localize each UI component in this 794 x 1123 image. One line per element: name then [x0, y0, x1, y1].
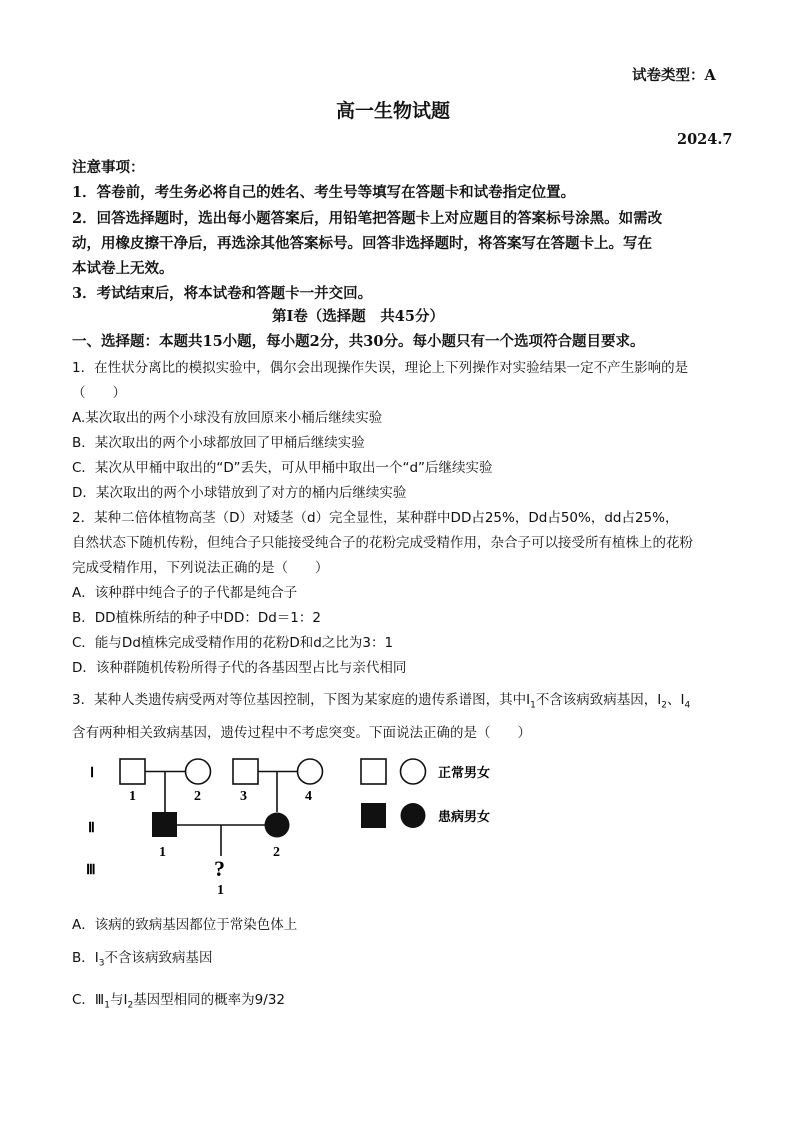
q2-stem-line-1: 2．某种二倍体植物高茎（D）对矮茎（d）完全显性，某种群中DD占25%，Dd占50%，dd占25%，: [72, 510, 679, 526]
notes-item-2-line-3: 本试卷上无效。: [72, 260, 174, 277]
q2-stem-line-2: 自然状态下随机传粉，但纯合子只能接受纯合子的花粉完成受精作用，杂合子可以接受所有植株上的花粉: [72, 535, 693, 551]
legend-affected-female-icon: [401, 803, 426, 828]
pedigree-i2-normal-female: [186, 759, 211, 784]
part-title: 第Ⅰ卷（选择题 共45分）: [272, 308, 444, 325]
pedigree-i3-number: 3: [240, 789, 247, 804]
q3-stem-sub-3: 4: [684, 700, 691, 711]
pedigree-i1-normal-male: [120, 759, 145, 784]
q3-stem-line-2: 含有两种相关致病基因，遗传过程中不考虑突变。下面说法正确的是（ ）: [72, 725, 531, 741]
q2-option-d: D．该种群随机传粉所得子代的各基因型占比与亲代相同: [72, 660, 407, 676]
section-heading: 一、选择题：本题共15小题，每小题2分，共30分。每小题只有一个选项符合题目要求。: [72, 333, 645, 350]
notes-item-1: 1．答卷前，考生务必将自己的姓名、考生号等填写在答题卡和试卷指定位置。: [72, 184, 576, 201]
legend-affected-male-icon: [361, 803, 386, 828]
q2-stem-line-3: 完成受精作用，下列说法正确的是（ ）: [72, 560, 329, 576]
q3-option-c-sub-2: 2: [127, 1000, 134, 1011]
page-title: 高一生物试题: [336, 100, 451, 122]
pedigree-i1-number: 1: [129, 789, 136, 804]
pedigree-ii2-affected-female: [265, 813, 290, 838]
q3-option-b: [72, 946, 212, 969]
pedigree-ii2-number: 2: [273, 845, 280, 860]
q2-option-b: B．DD植株所结的种子中DD：Dd＝1：2: [72, 610, 321, 626]
pedigree-i4-normal-female: [298, 759, 323, 784]
q3-stem-sub-1: 1: [530, 700, 536, 711]
q3-option-b-post: 不含该病致病基因: [104, 950, 213, 966]
notes-item-3: 3．考试结束后，将本试卷和答题卡一并交回。: [72, 285, 373, 302]
q1-option-d: D．某次取出的两个小球错放到了对方的桶内后继续实验: [72, 485, 407, 501]
q3-option-b-sub: 3: [98, 958, 105, 969]
q3-option-a: A．该病的致病基因都位于常染色体上: [72, 917, 298, 933]
exam-date: 2024.7: [677, 131, 733, 148]
pedigree-iii1-number: 1: [217, 883, 224, 898]
pedigree-i4-number: 4: [305, 789, 312, 804]
pedigree-iii1-unknown: ?: [214, 856, 225, 881]
legend-normal-female-icon: [401, 759, 426, 784]
q2-option-a: A．该种群中纯合子的子代都是纯合子: [72, 585, 298, 601]
notes-item-2-line-1: 2．回答选择题时，选出每小题答案后，用铅笔把答题卡上对应题目的答案标号涂黑。如需改: [72, 210, 663, 227]
q3-option-c-pre: C．Ⅲ: [72, 992, 105, 1008]
q1-stem-line-2: （ ）: [72, 385, 126, 401]
pedigree-i2-number: 2: [194, 789, 201, 804]
pedigree-gen-iii-label: Ⅲ: [86, 863, 96, 878]
q3-stem-sub-2: 2: [661, 700, 668, 711]
q2-option-c: C．能与Dd植株完成受精作用的花粉D和d之比为3：1: [72, 635, 394, 651]
q3-option-c-sub-1: 1: [104, 1000, 110, 1011]
pedigree-gen-ii-label: Ⅱ: [88, 821, 95, 836]
notes-item-2-line-2: 动，用橡皮擦干净后，再选涂其他答案标号。回答非选择题时，将答案写在答题卡上。写在: [72, 235, 652, 252]
pedigree-ii1-affected-male: [152, 812, 177, 837]
legend-normal-male-icon: [361, 759, 386, 784]
paper-type: 试卷类型：A: [632, 67, 716, 84]
q3-stem-part-a: 3．某种人类遗传病受两对等位基因控制，下图为某家庭的遗传系谱图，其中I: [72, 692, 531, 708]
q3-option-c-mid: 与I: [109, 992, 128, 1008]
notes-heading: 注意事项：: [72, 159, 145, 176]
q1-option-b: B．某次取出的两个小球都放回了甲桶后继续实验: [72, 435, 365, 451]
q1-stem-line-1: 1．在性状分离比的模拟实验中，偶尔会出现操作失误，理论上下列操作对实验结果一定不产生影响的是: [72, 360, 689, 376]
q1-option-a: A.某次取出的两个小球没有放回原来小桶后继续实验: [72, 410, 383, 426]
q3-stem-line-1: [72, 688, 690, 711]
legend-normal-label: 正常男女: [438, 766, 491, 781]
q3-option-c-post: 基因型相同的概率为9/32: [133, 992, 286, 1008]
q3-stem-part-b: 不含该病致病基因，I: [535, 692, 662, 708]
pedigree-gen-i-label: Ⅰ: [90, 766, 95, 781]
q3-option-b-pre: B．I: [72, 950, 99, 966]
pedigree-i3-normal-male: [233, 759, 258, 784]
q3-stem-part-c: 、I: [667, 692, 685, 708]
q1-option-c: C．某次从甲桶中取出的“D”丢失，可从甲桶中取出一个“d”后继续实验: [72, 460, 493, 476]
q3-option-c: [72, 988, 285, 1011]
legend-affected-label: 患病男女: [438, 810, 491, 825]
pedigree-ii1-number: 1: [159, 845, 166, 860]
pedigree-chart: [80, 748, 520, 900]
